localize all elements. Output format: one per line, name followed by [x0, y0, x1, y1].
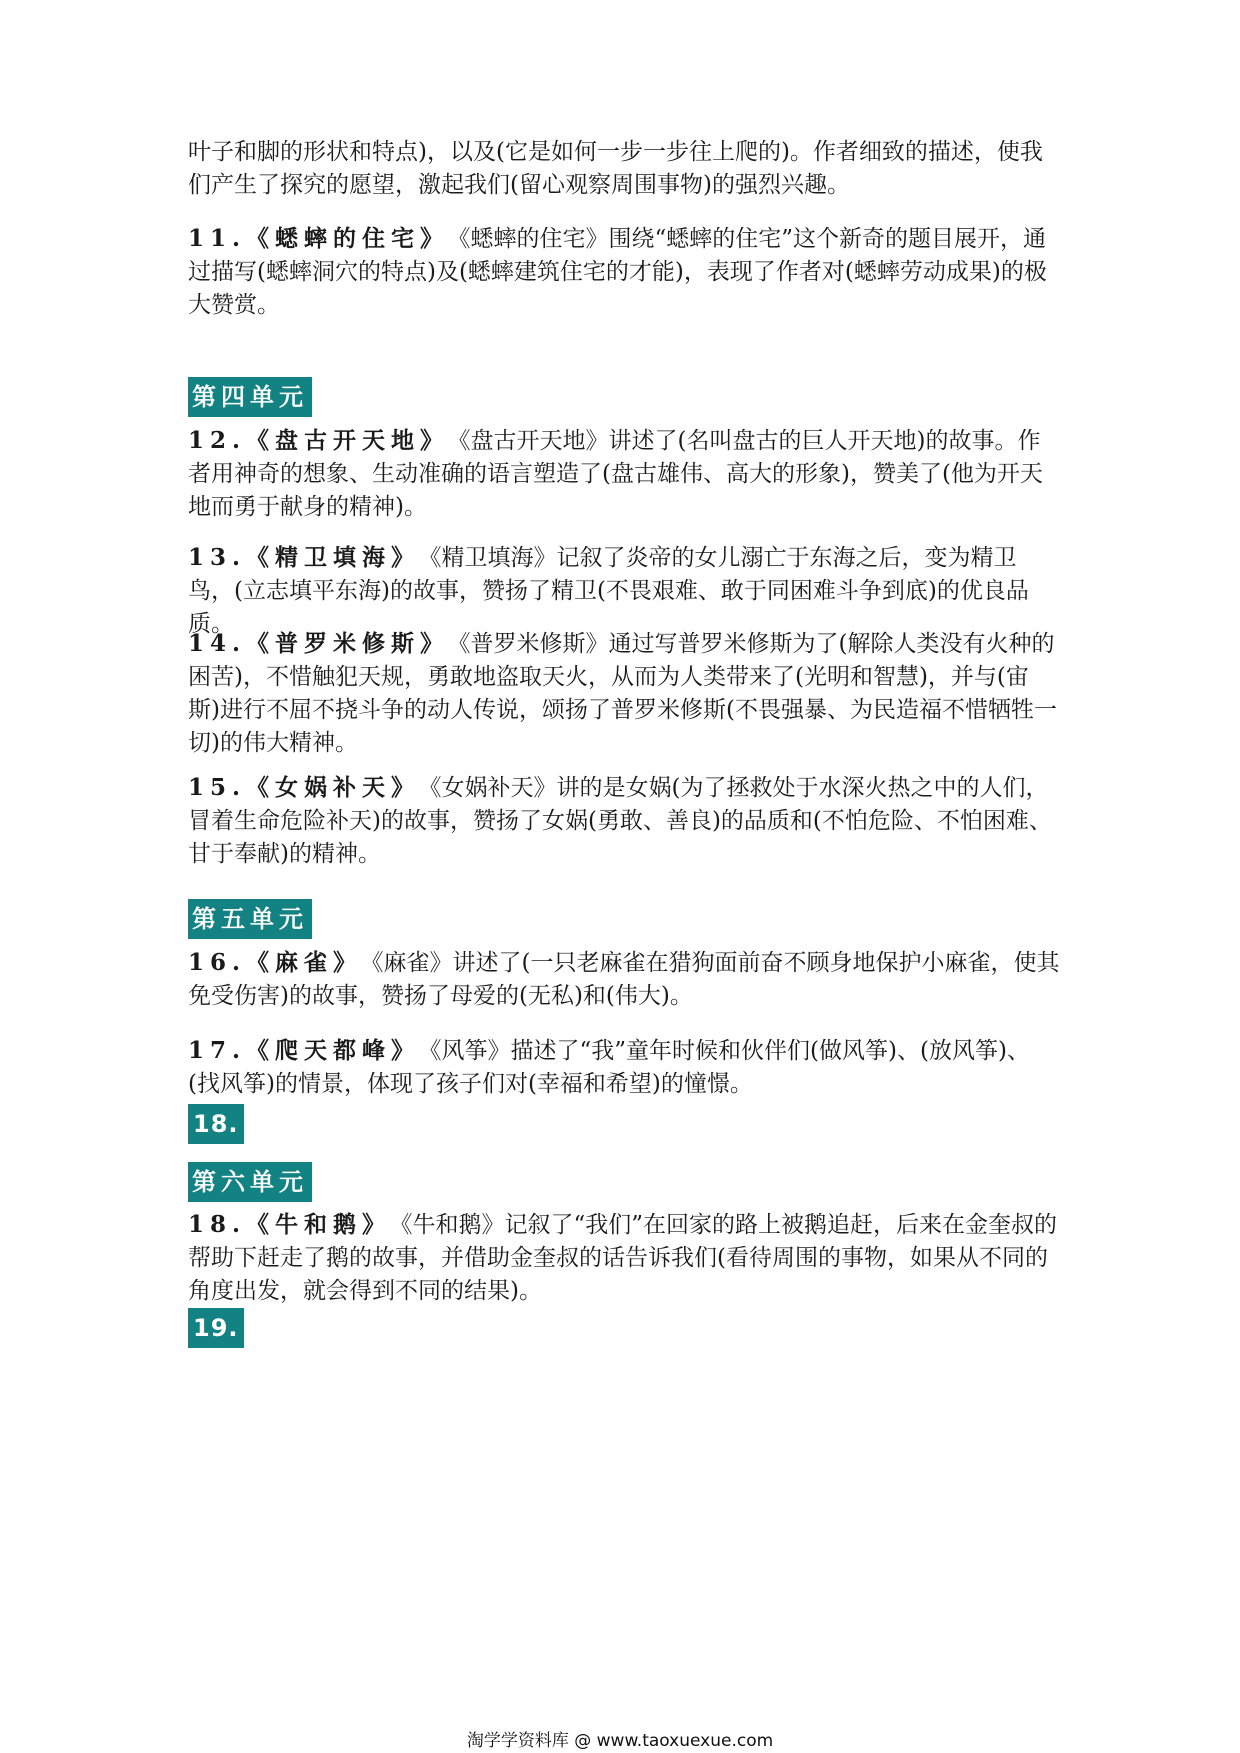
entry-title: 13.《精卫填海》 [188, 544, 421, 571]
entry-title: 16.《麻雀》 [188, 949, 363, 976]
entry-15 [188, 771, 1060, 871]
entry-11 [188, 222, 1060, 322]
entry-13 [188, 541, 1060, 641]
entry-text: 《普罗米修斯》通过写普罗米修斯为了(解除人类没有火种的困苦)，不惜触犯天规，勇敢地盗取天火，从而为人类带来了(光明和智慧)，并与(宙斯)进行不屈不挠斗争的动人传说，颂扬了普罗米修斯(不畏强暴、为民造福不惜牺牲一切)的伟大精神。 [188, 631, 1057, 756]
entry-12 [188, 424, 1060, 524]
unit-badge-4: 第四单元 [188, 377, 312, 417]
entry-17 [188, 1034, 1060, 1101]
unit-badge-6: 第六单元 [188, 1162, 312, 1202]
entry-title: 11.《蟋蟀的住宅》 [188, 225, 450, 252]
entry-title: 12.《盘古开天地》 [188, 427, 450, 454]
entry-18 [188, 1208, 1060, 1308]
entry-text: 《麻雀》讲述了(一只老麻雀在猎狗面前奋不顾身地保护小麻雀，使其免受伤害)的故事，赞扬了母爱的(无私)和(伟大)。 [188, 950, 1060, 1009]
entry-16 [188, 946, 1060, 1013]
entry-text: 《蟋蟀的住宅》围绕“蟋蟀的住宅”这个新奇的题目展开，通过描写(蟋蟀洞穴的特点)及(蟋蟀建筑住宅的才能)，表现了作者对(蟋蟀劳动成果)的极大赞赏。 [188, 226, 1047, 318]
entry-text: 《女娲补天》讲的是女娲(为了拯救处于水深火热之中的人们，冒着生命危险补天)的故事，赞扬了女娲(勇敢、善良)的品质和(不怕危险、不怕困难、甘于奉献)的精神。 [188, 775, 1052, 867]
entry-text: 《盘古开天地》讲述了(名叫盘古的巨人开天地)的故事。作者用神奇的想象、生动准确的语言塑造了(盘古雄伟、高大的形象)，赞美了(他为开天地而勇于献身的精神)。 [188, 428, 1043, 520]
entry-text: 《精卫填海》记叙了炎帝的女儿溺亡于东海之后，变为精卫鸟，(立志填平东海)的故事，赞扬了精卫(不畏艰难、敢于同困难斗争到底)的优良品质。 [188, 545, 1029, 637]
page-footer: 淘学学资料库 @ www.taoxuexue.com [466, 1731, 774, 1751]
entry-title: 15.《女娲补天》 [188, 774, 421, 801]
entry-text: 《牛和鹅》记叙了“我们”在回家的路上被鹅追赶，后来在金奎叔的帮助下赶走了鹅的故事，并借助金奎叔的话告诉我们(看待周围的事物，如果从不同的角度出发，就会得到不同的结果)。 [188, 1212, 1058, 1304]
intro-paragraph [188, 136, 1060, 202]
entry-text: 《风筝》描述了“我”童年时候和伙伴们(做风筝)、(放风筝)、(找风筝)的情景，体现了孩子们对(幸福和希望)的憧憬。 [188, 1038, 1030, 1097]
entry-title: 18.《牛和鹅》 [188, 1211, 392, 1238]
intro-text: 叶子和脚的形状和特点)，以及(它是如何一步一步往上爬的)。作者细致的描述，使我们产生了探究的愿望，激起我们(留心观察周围事物)的强烈兴趣。 [188, 139, 1043, 198]
entry-14 [188, 627, 1060, 760]
number-badge-18: 18. [188, 1104, 244, 1144]
entry-title: 14.《普罗米修斯》 [188, 630, 450, 657]
number-badge-19: 19. [188, 1308, 244, 1348]
entry-title: 17.《爬天都峰》 [188, 1037, 421, 1064]
unit-badge-5: 第五单元 [188, 899, 312, 939]
